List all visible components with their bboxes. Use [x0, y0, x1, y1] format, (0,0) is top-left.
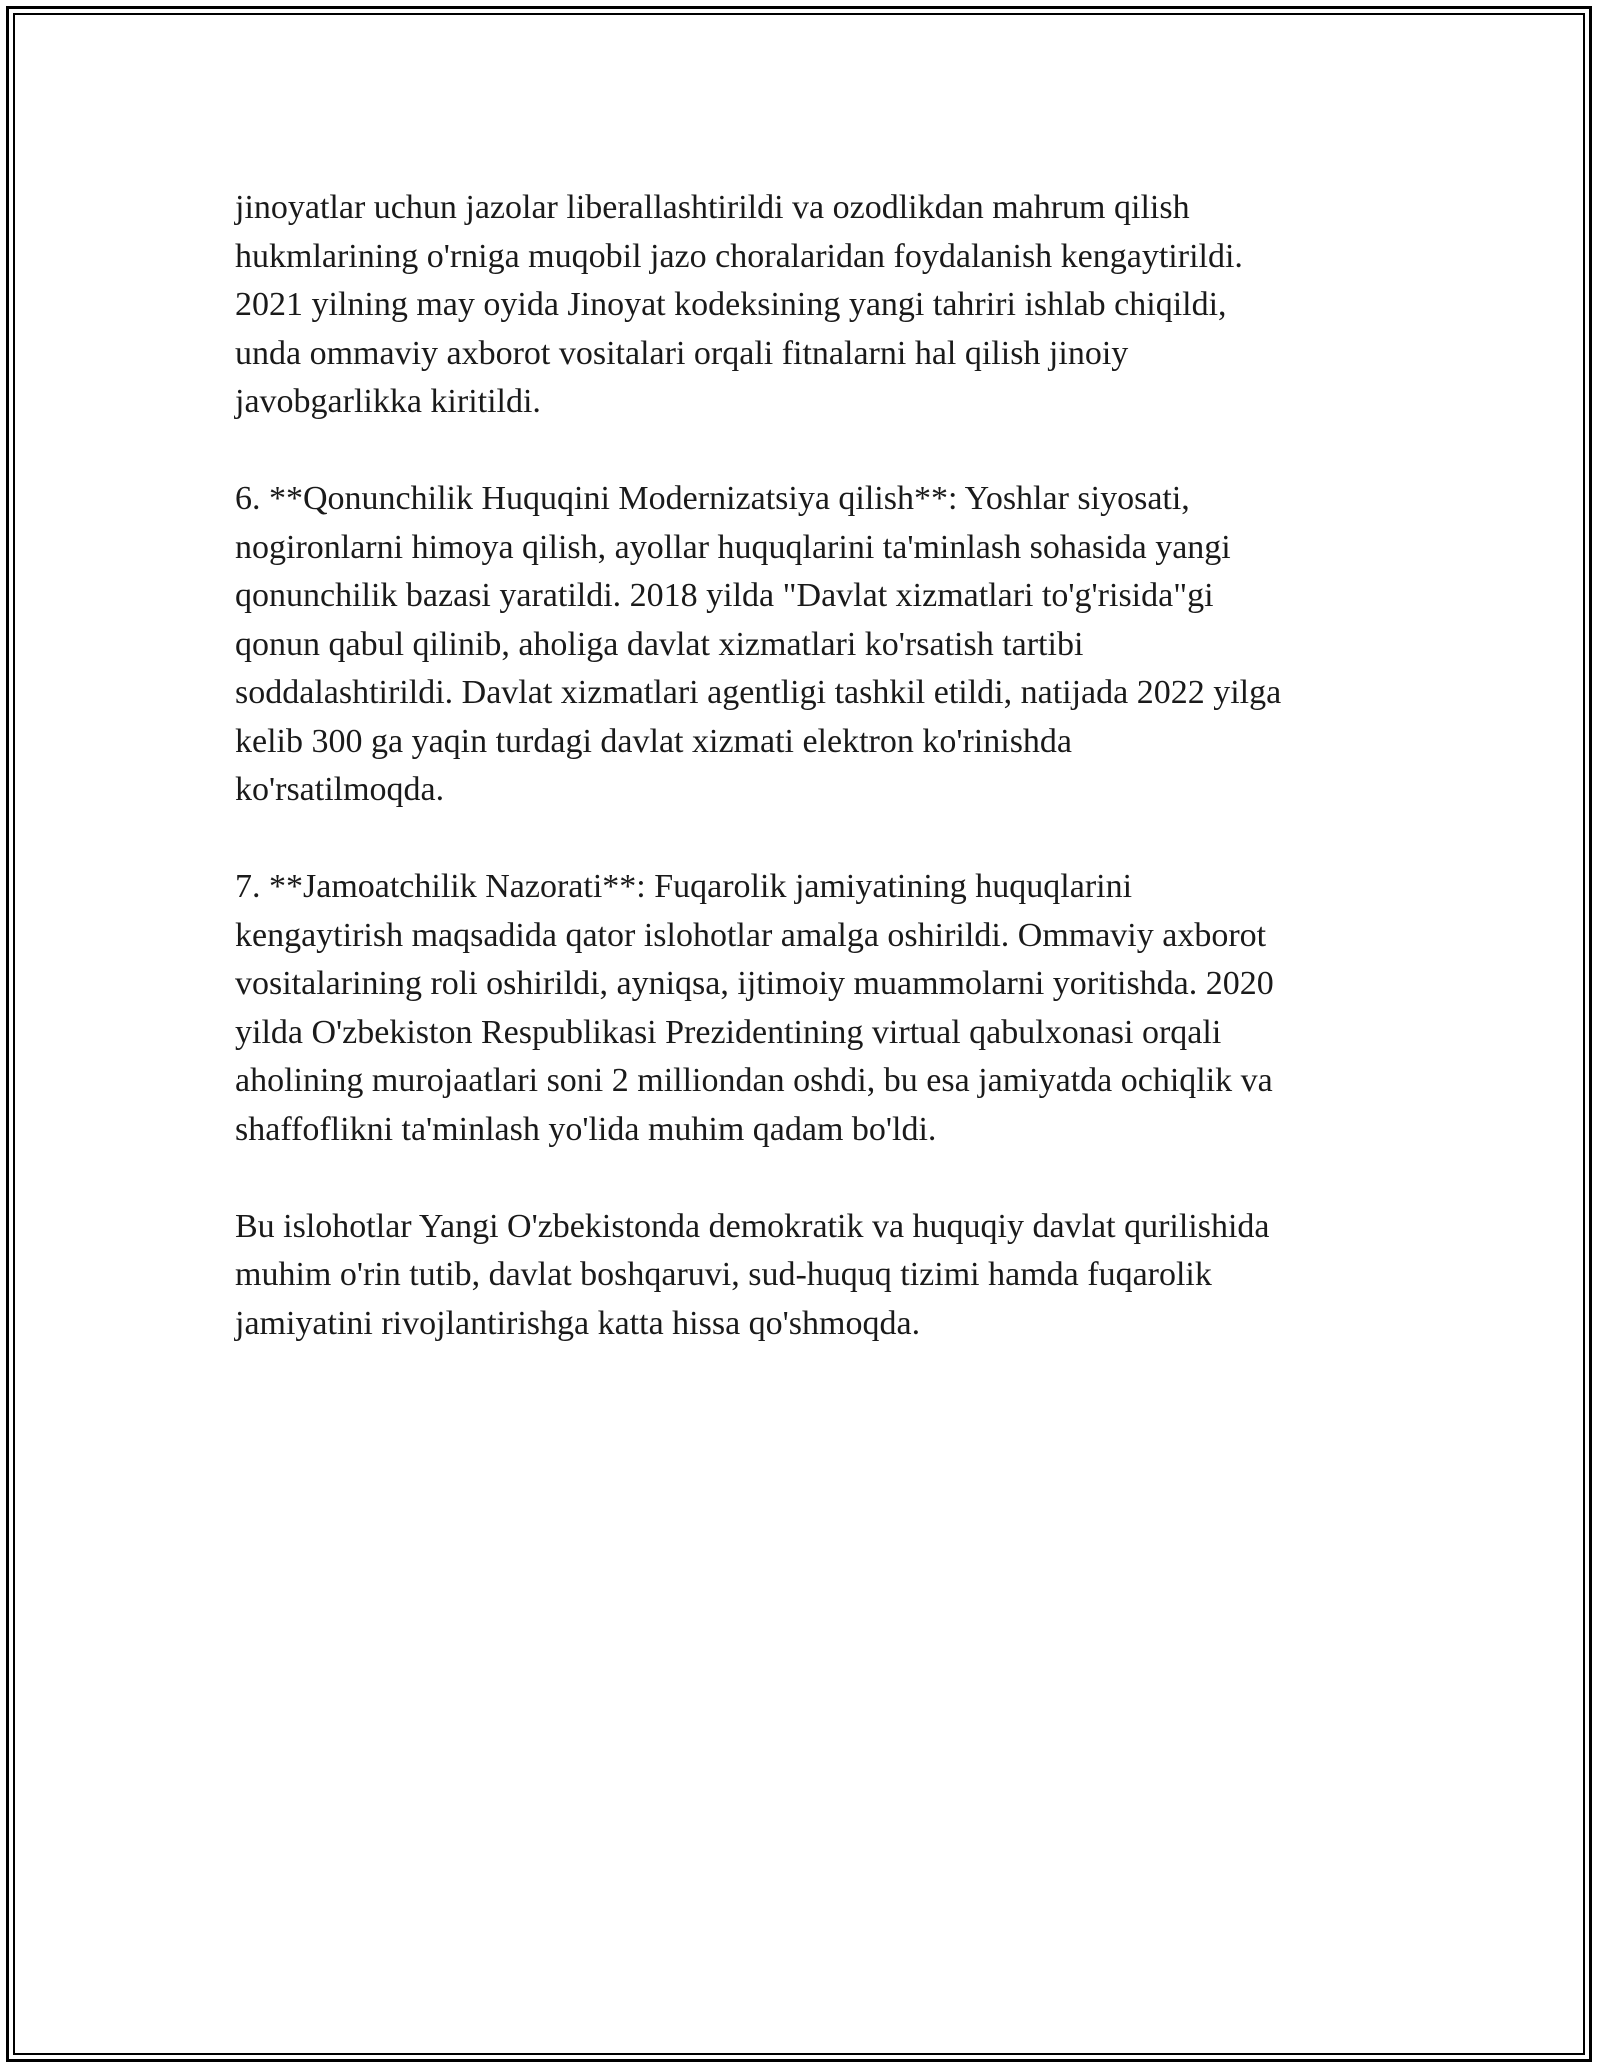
- paragraph-criminal-liberalization: jinoyatlar uchun jazolar liberallashtirildi va ozodlikdan mahrum qilish hukmlarining o'rniga muqobil jazo choralaridan foydalanish kengaytirildi. 2021 yilning may oyida Jinoyat kodeksining yangi tahriri ishlab chiqildi, unda ommaviy axborot vositalari orqali fitnalarni hal qilish jinoiy javobgarlikka kiritildi.: [235, 189, 1243, 420]
- paragraph-public-oversight: 7. **Jamoatchilik Nazorati**: Fuqarolik jamiyatining huquqlarini kengaytirish maqsadida qator islohotlar amalga oshirildi. Ommaviy axborot vositalarining roli oshirildi, ayniqsa, ijtimoiy muammolarni yoritishda. 2020 yilda O'zbekiston Respublikasi Prezidentining virtual qabulxonasi orqali aholining murojaatlari soni 2 milliondan oshdi, bu esa jamiyatda ochiqlik va shaffoflikni ta'minlash yo'lida muhim qadam bo'ldi.: [235, 868, 1274, 1148]
- paragraph-legislation-modernization: 6. **Qonunchilik Huquqini Modernizatsiya qilish**: Yoshlar siyosati, nogironlarni himoya qilish, ayollar huquqlarini ta'minlash sohasida yangi qonunchilik bazasi yaratildi. 2018 yilda "Davlat xizmatlari to'g'risida"gi qonun qabul qilinib, aholiga davlat xizmatlari ko'rsatish tartibi soddalashtirildi. Davlat xizmatlari agentligi tashkil etildi, natijada 2022 yilga kelib 300 ga yaqin turdagi davlat xizmati elektron ko'rinishda ko'rsatilmoqda.: [235, 480, 1282, 808]
- document-body: [235, 184, 1375, 1397]
- paragraph-conclusion: Bu islohotlar Yangi O'zbekistonda demokratik va huquqiy davlat qurilishida muhim o'rin tutib, davlat boshqaruvi, sud-huquq tizimi hamda fuqarolik jamiyatini rivojlantirishga katta hissa qo'shmoqda.: [235, 1207, 1270, 1342]
